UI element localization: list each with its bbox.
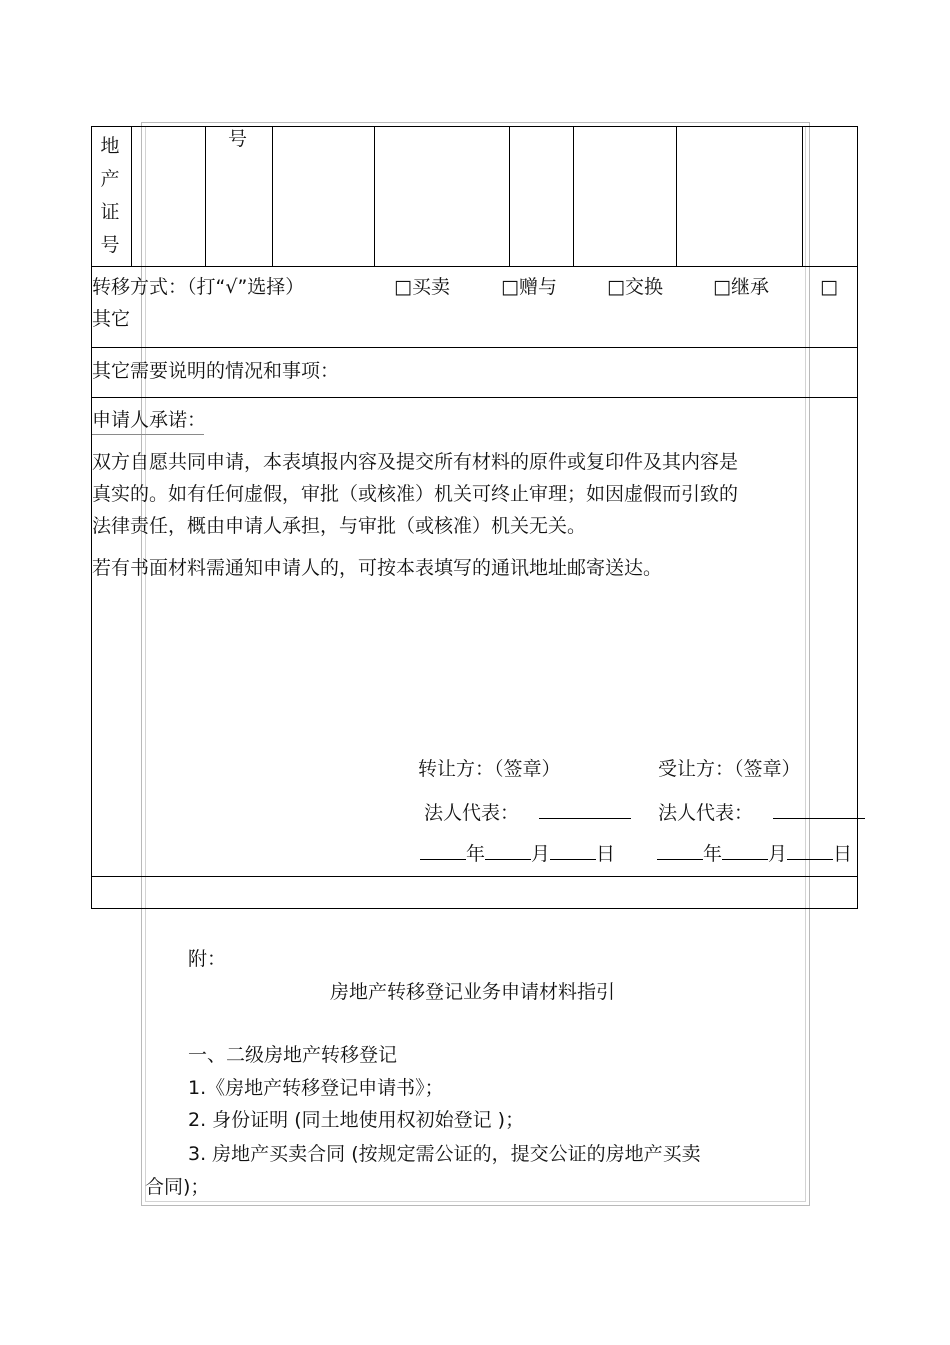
option-other-checkbox[interactable]: □ — [820, 276, 838, 298]
appendix-label: 附： — [188, 948, 227, 970]
appendix-section-heading: 一、二级房地产转移登记 — [188, 1044, 398, 1066]
transfer-method-label: 转移方式：（打“√”选择） — [92, 276, 305, 298]
heading-underline — [92, 434, 204, 435]
month-label: 月 — [768, 843, 788, 865]
cert-number-label: 地 产 证 号 — [100, 135, 120, 256]
legal-rep-label: 法人代表： — [658, 802, 754, 824]
col-divider — [802, 126, 803, 266]
commitment-line: 真实的。如有任何虚假，审批（或核准）机关可终止审理；如因虚假而引致的 — [92, 483, 739, 505]
col-divider — [374, 126, 375, 266]
day-blank[interactable] — [787, 843, 833, 860]
option-gift-checkbox[interactable]: □赠与 — [501, 276, 557, 298]
month-blank[interactable] — [485, 843, 531, 860]
option-other-label: 其它 — [92, 308, 131, 330]
appendix-item: 1.《房地产转移登记申请书》； — [188, 1077, 444, 1099]
transferee-date — [657, 843, 852, 864]
commitment-line: 法律责任，概由申请人承担，与审批（或核准）机关无关。 — [92, 515, 587, 537]
commitment-line: 若有书面材料需通知申请人的，可按本表填写的通讯地址邮寄送达。 — [92, 557, 663, 579]
col-divider — [509, 126, 510, 266]
day-label: 日 — [596, 843, 616, 865]
option-sale-checkbox[interactable]: □买卖 — [394, 276, 450, 298]
row-divider — [91, 347, 858, 348]
col-divider — [131, 126, 132, 266]
transferor-legal-rep — [424, 802, 631, 823]
legal-rep-label: 法人代表： — [424, 802, 520, 824]
col-divider — [272, 126, 273, 266]
col-divider — [205, 126, 206, 266]
row-divider — [91, 266, 858, 267]
month-label: 月 — [531, 843, 551, 865]
transferee-legal-rep — [658, 802, 865, 823]
year-blank[interactable] — [657, 843, 703, 860]
option-inherit-checkbox[interactable]: □继承 — [713, 276, 769, 298]
year-label: 年 — [703, 843, 723, 865]
option-exchange-checkbox[interactable]: □交换 — [607, 276, 663, 298]
col-divider — [676, 126, 677, 266]
legal-rep-blank[interactable] — [539, 802, 631, 819]
month-blank[interactable] — [722, 843, 768, 860]
appendix-title: 房地产转移登记业务申请材料指引 — [330, 981, 616, 1003]
row-divider — [91, 397, 858, 398]
year-blank[interactable] — [420, 843, 466, 860]
appendix-item: 2. 身份证明 (同土地使用权初始登记 )； — [188, 1109, 525, 1131]
year-label: 年 — [466, 843, 486, 865]
row-divider — [91, 876, 858, 877]
appendix-item-continuation: 合同)； — [145, 1176, 210, 1198]
transferor-signature-label: 转让方：（签章） — [418, 758, 561, 780]
col-divider — [573, 126, 574, 266]
legal-rep-blank[interactable] — [773, 802, 865, 819]
commitment-line: 双方自愿共同申请，本表填报内容及提交所有材料的原件或复印件及其内容是 — [92, 451, 739, 473]
notes-label: 其它需要说明的情况和事项： — [92, 360, 340, 382]
appendix-item: 3. 房地产买卖合同 (按规定需公证的，提交公证的房地产买卖 — [188, 1143, 701, 1165]
day-label: 日 — [833, 843, 853, 865]
transferor-date — [420, 843, 615, 864]
day-blank[interactable] — [550, 843, 596, 860]
transferee-signature-label: 受让方：（签章） — [658, 758, 801, 780]
number-label: 号 — [228, 128, 248, 150]
commitment-heading: 申请人承诺： — [92, 409, 207, 431]
